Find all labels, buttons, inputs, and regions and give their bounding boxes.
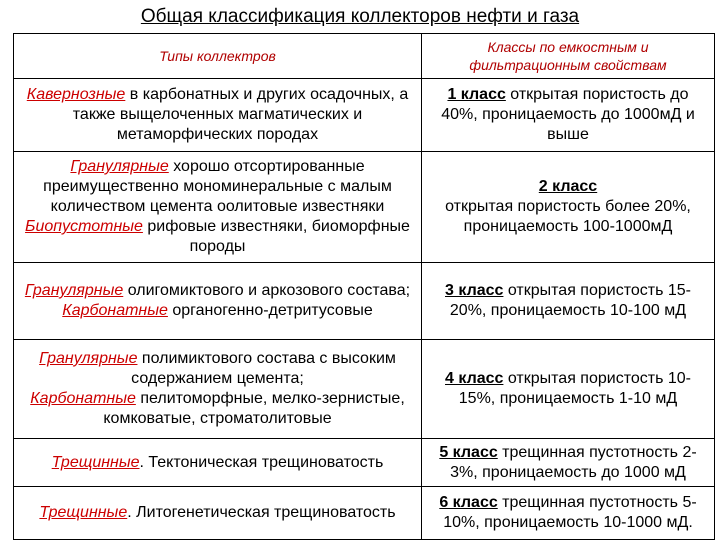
class-description: открытая пористость 15-20%, проницаемость 10-100 мД bbox=[449, 282, 691, 319]
class-label: 6 класс bbox=[439, 494, 498, 511]
collector-description: хорошо отсортированные преимущественно мономинеральные с малым количеством цемента оолитовые известняки bbox=[43, 158, 392, 215]
collector-description: пелитоморфные, мелко-зернистые, комковатые, строматолитовые bbox=[103, 390, 405, 427]
collector-term: Карбонатные bbox=[30, 390, 136, 407]
class-cell bbox=[422, 439, 715, 487]
collector-term: Гранулярные bbox=[24, 282, 124, 299]
collector-type-cell bbox=[14, 439, 422, 487]
class-description: открытая пористость 10-15%, проницаемость 1-10 мД bbox=[458, 370, 691, 407]
page-title: Общая классификация коллекторов нефти и газа bbox=[140, 6, 580, 27]
table-row bbox=[14, 487, 715, 540]
class-cell bbox=[422, 263, 715, 340]
class-label: 1 класс bbox=[447, 86, 506, 103]
collector-term: Трещинные bbox=[39, 504, 128, 521]
table-row bbox=[14, 79, 715, 152]
collector-term: Трещинные bbox=[51, 453, 140, 471]
collector-type-cell bbox=[14, 340, 422, 439]
collector-term: Биопустотные bbox=[25, 218, 143, 235]
collector-description: рифовые известняки, биоморфные породы bbox=[142, 218, 410, 255]
collector-term: Карбонатные bbox=[62, 302, 168, 319]
class-cell bbox=[422, 340, 715, 439]
collector-type-cell bbox=[14, 152, 422, 263]
header-classes: Классы по емкостным и фильтрационным свойствам bbox=[422, 34, 715, 79]
class-label: 2 класс bbox=[538, 178, 598, 195]
collector-term: Гранулярные bbox=[70, 158, 169, 175]
class-description: открытая пористость до 40%, проницаемость до 1000мД и выше bbox=[441, 86, 695, 143]
table-header-row bbox=[14, 34, 715, 79]
collector-description: в карбонатных и других осадочных, а также выщелоченных магматических и метаморфических породах bbox=[72, 86, 409, 143]
collector-term: Кавернозные bbox=[26, 86, 126, 103]
table-row bbox=[14, 340, 715, 439]
class-label: 5 класс bbox=[439, 443, 498, 461]
collector-description: . Тектоническая трещиноватость bbox=[139, 453, 384, 471]
class-label: 4 класс bbox=[445, 370, 504, 387]
collector-description: полимиктового состава с высоким содержанием цемента; bbox=[131, 350, 396, 387]
collector-description: органогенно-детритусовые bbox=[167, 302, 373, 319]
table-row bbox=[14, 263, 715, 340]
table-row bbox=[14, 152, 715, 263]
class-description: трещинная пустотность 2-3%, проницаемость до 1000 мД bbox=[450, 443, 697, 481]
class-description: открытая пористость более 20%, проницаемость 100-1000мД bbox=[445, 198, 691, 235]
collector-term: Гранулярные bbox=[39, 350, 138, 367]
class-cell bbox=[422, 487, 715, 540]
class-description: трещинная пустотность 5-10%, проницаемость 10-1000 мД. bbox=[443, 494, 697, 531]
class-cell bbox=[422, 152, 715, 263]
class-label: 3 класс bbox=[445, 282, 504, 299]
collector-description: . Литогенетическая трещиноватость bbox=[127, 504, 396, 521]
collector-type-cell bbox=[14, 263, 422, 340]
header-collector-types: Типы коллектров bbox=[14, 34, 422, 79]
table-row bbox=[14, 439, 715, 487]
class-cell bbox=[422, 79, 715, 152]
collector-type-cell bbox=[14, 487, 422, 540]
collector-type-cell bbox=[14, 79, 422, 152]
classification-table bbox=[13, 33, 715, 540]
collector-description: олигомиктового и аркозового состава; bbox=[123, 282, 411, 299]
